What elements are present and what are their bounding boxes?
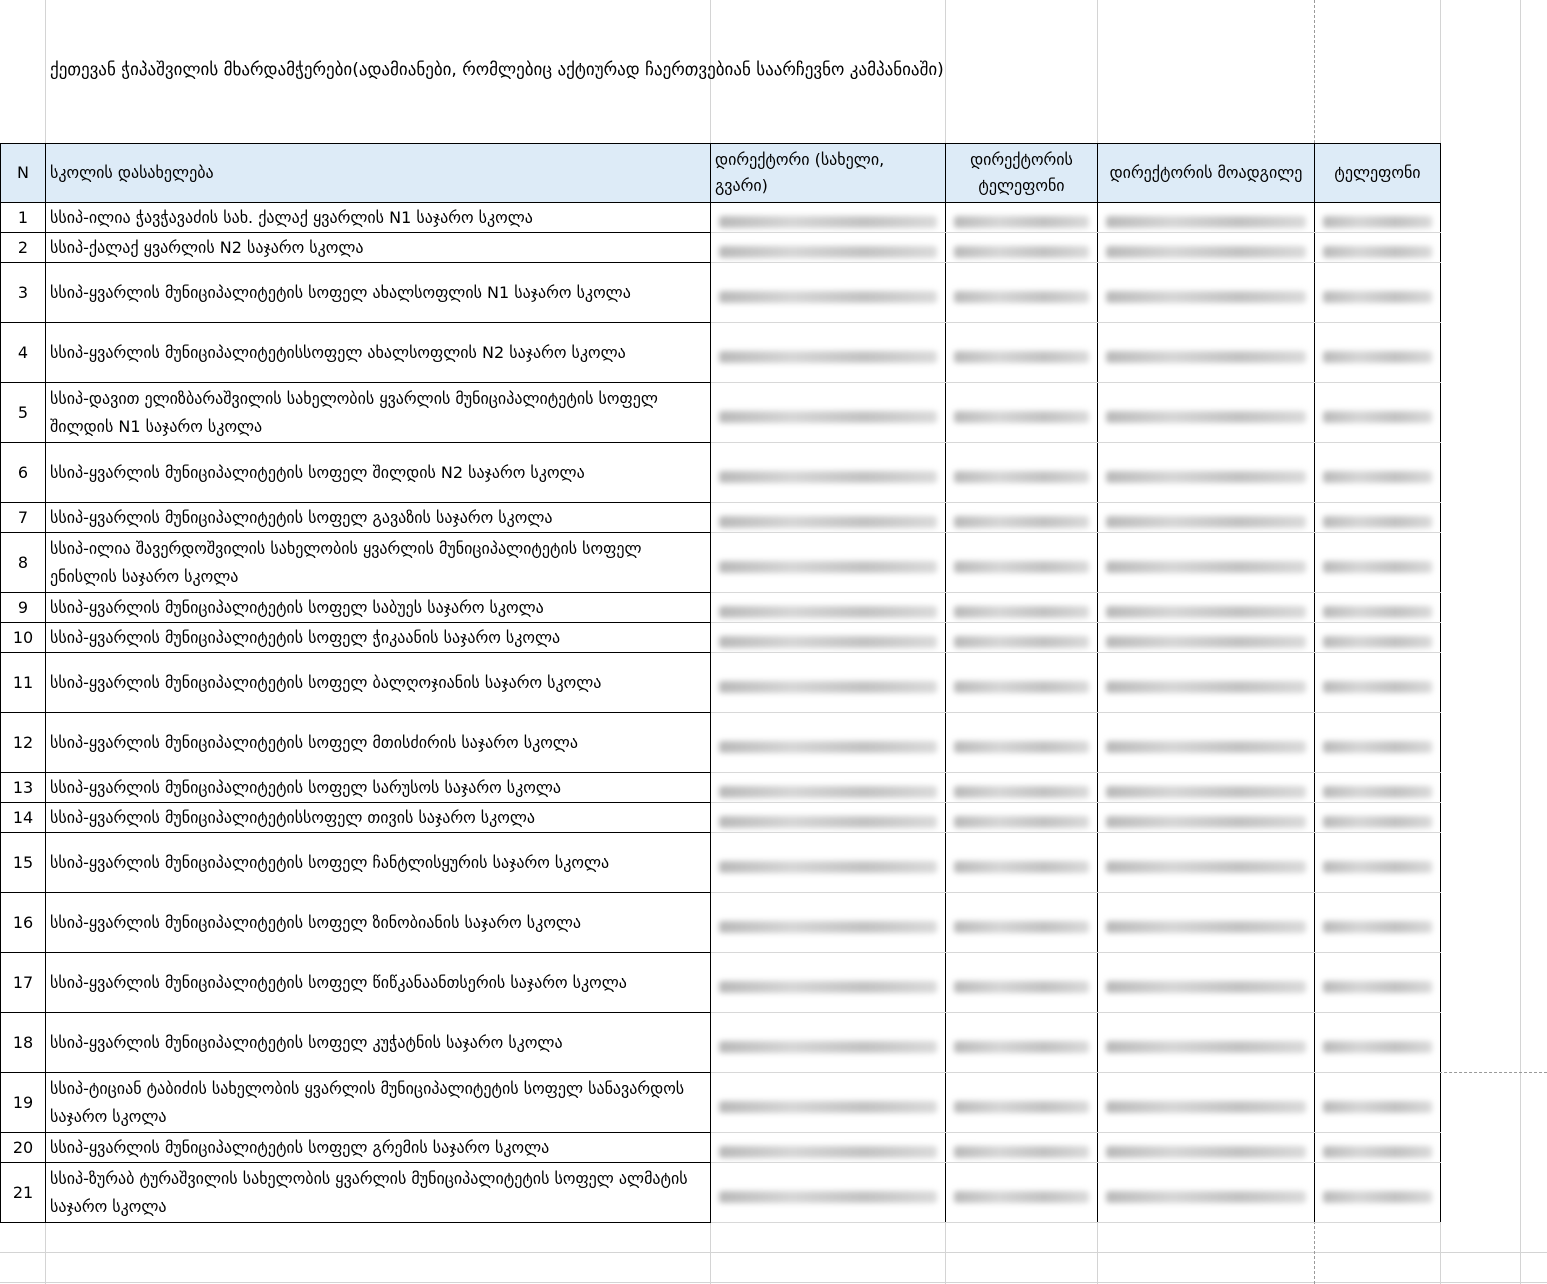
director-cell[interactable]: [711, 233, 946, 263]
table-row: [1, 833, 1441, 893]
redacted-value: [1323, 981, 1432, 993]
school-name-cell[interactable]: სსიპ-ყვარლის მუნიციპალიტეტის სოფელ ბალღოჯიანის საჯარო სკოლა: [46, 653, 711, 713]
director-phone-cell[interactable]: [946, 1163, 1098, 1223]
redacted-value: [719, 561, 937, 573]
redacted-value: [1106, 246, 1306, 258]
director-phone-cell[interactable]: [946, 503, 1098, 533]
redacted-value: [954, 786, 1089, 798]
deputy-cell[interactable]: [1098, 1073, 1315, 1133]
deputy-cell[interactable]: [1098, 323, 1315, 383]
deputy-cell[interactable]: [1098, 203, 1315, 233]
row-number[interactable]: 1: [1, 203, 46, 233]
redacted-value: [1106, 636, 1306, 648]
row-number[interactable]: 10: [1, 623, 46, 653]
phone-cell[interactable]: [1315, 773, 1441, 803]
redacted-value: [1106, 411, 1306, 423]
redacted-value: [719, 816, 937, 828]
redacted-value: [954, 516, 1089, 528]
redacted-value: [954, 1101, 1089, 1113]
header-phone[interactable]: ტელეფონი: [1315, 144, 1441, 203]
redacted-value: [954, 471, 1089, 483]
phone-cell[interactable]: [1315, 653, 1441, 713]
redacted-value: [954, 741, 1089, 753]
director-phone-cell[interactable]: [946, 833, 1098, 893]
deputy-cell[interactable]: [1098, 1163, 1315, 1223]
director-phone-cell[interactable]: [946, 443, 1098, 503]
row-number[interactable]: 16: [1, 893, 46, 953]
director-phone-cell[interactable]: [946, 263, 1098, 323]
table-row: [1, 323, 1441, 383]
redacted-value: [1323, 291, 1432, 303]
school-name-cell[interactable]: სსიპ-ყვარლის მუნიციპალიტეტის სოფელ ჭიკაანის საჯარო სკოლა: [46, 623, 711, 653]
table-row: [1, 383, 1441, 443]
header-director[interactable]: დირექტორი (სახელი, გვარი): [711, 144, 946, 203]
redacted-value: [1106, 1191, 1306, 1203]
redacted-value: [1323, 741, 1432, 753]
redacted-value: [1106, 681, 1306, 693]
director-phone-cell[interactable]: [946, 623, 1098, 653]
row-number[interactable]: 14: [1, 803, 46, 833]
deputy-cell[interactable]: [1098, 803, 1315, 833]
redacted-value: [1323, 816, 1432, 828]
school-name-cell[interactable]: სსიპ-ყვარლის მუნიციპალიტეტის სოფელ ზინობიანის საჯარო სკოლა: [46, 893, 711, 953]
school-name-cell[interactable]: სსიპ-ქალაქ ყვარლის N2 საჯარო სკოლა: [46, 233, 711, 263]
redacted-value: [1323, 1146, 1432, 1158]
director-phone-cell[interactable]: [946, 713, 1098, 773]
redacted-value: [719, 411, 937, 423]
header-row: [1, 144, 1441, 203]
redacted-value: [954, 921, 1089, 933]
header-n[interactable]: N: [1, 144, 46, 203]
director-phone-cell[interactable]: [946, 893, 1098, 953]
director-phone-cell[interactable]: [946, 593, 1098, 623]
redacted-value: [1323, 1101, 1432, 1113]
deputy-cell[interactable]: [1098, 653, 1315, 713]
deputy-cell[interactable]: [1098, 593, 1315, 623]
phone-cell[interactable]: [1315, 713, 1441, 773]
director-phone-cell[interactable]: [946, 1013, 1098, 1073]
redacted-value: [719, 861, 937, 873]
redacted-value: [1106, 786, 1306, 798]
phone-cell[interactable]: [1315, 503, 1441, 533]
deputy-cell[interactable]: [1098, 443, 1315, 503]
school-name-cell[interactable]: სსიპ-ყვარლის მუნიციპალიტეტის სოფელ მთისძირის საჯარო სკოლა: [46, 713, 711, 773]
deputy-cell[interactable]: [1098, 953, 1315, 1013]
school-name-cell[interactable]: სსიპ-ყვარლის მუნიციპალიტეტისსოფელ თივის საჯარო სკოლა: [46, 803, 711, 833]
redacted-value: [954, 291, 1089, 303]
redacted-value: [719, 786, 937, 798]
phone-cell[interactable]: [1315, 443, 1441, 503]
director-phone-cell[interactable]: [946, 1073, 1098, 1133]
redacted-value: [1323, 636, 1432, 648]
table-row: [1, 623, 1441, 653]
redacted-value: [1106, 291, 1306, 303]
phone-cell[interactable]: [1315, 383, 1441, 443]
table-row: [1, 533, 1441, 593]
table-row: [1, 773, 1441, 803]
redacted-value: [719, 681, 937, 693]
redacted-value: [1106, 816, 1306, 828]
row-number[interactable]: 6: [1, 443, 46, 503]
redacted-value: [1106, 1041, 1306, 1053]
director-phone-cell[interactable]: [946, 953, 1098, 1013]
director-cell[interactable]: [711, 1133, 946, 1163]
redacted-value: [719, 1191, 937, 1203]
redacted-value: [1106, 351, 1306, 363]
phone-cell[interactable]: [1315, 233, 1441, 263]
redacted-value: [719, 921, 937, 933]
director-phone-cell[interactable]: [946, 803, 1098, 833]
table-row: [1, 593, 1441, 623]
row-number[interactable]: 9: [1, 593, 46, 623]
school-name-cell[interactable]: სსიპ-ილია შავერდოშვილის სახელობის ყვარლის მუნიციპალიტეტის სოფელ ენისლის საჯარო სკოლა: [46, 533, 711, 593]
redacted-value: [954, 351, 1089, 363]
director-phone-cell[interactable]: [946, 773, 1098, 803]
school-name-cell[interactable]: სსიპ-ტიციან ტაბიძის სახელობის ყვარლის მუნიციპალიტეტის სოფელ სანავარდოს საჯარო სკოლა: [46, 1073, 711, 1133]
redacted-value: [954, 246, 1089, 258]
row-number[interactable]: 18: [1, 1013, 46, 1073]
redacted-value: [1106, 921, 1306, 933]
deputy-cell[interactable]: [1098, 1013, 1315, 1073]
director-phone-cell[interactable]: [946, 653, 1098, 713]
school-name-cell[interactable]: სსიპ-ყვარლის მუნიციპალიტეტის სოფელ წიწკანაანთსერის საჯარო სკოლა: [46, 953, 711, 1013]
row-number[interactable]: 4: [1, 323, 46, 383]
director-cell[interactable]: [711, 533, 946, 593]
row-number[interactable]: 17: [1, 953, 46, 1013]
redacted-value: [1106, 606, 1306, 618]
director-phone-cell[interactable]: [946, 1133, 1098, 1163]
redacted-value: [719, 471, 937, 483]
table-row: [1, 953, 1441, 1013]
school-name-cell[interactable]: სსიპ-ყვარლის მუნიციპალიტეტის სოფელ სარუსოს საჯარო სკოლა: [46, 773, 711, 803]
table-row: [1, 1133, 1441, 1163]
redacted-value: [1323, 516, 1432, 528]
table-row: [1, 1073, 1441, 1133]
redacted-value: [719, 351, 937, 363]
table-row: [1, 1013, 1441, 1073]
phone-cell[interactable]: [1315, 803, 1441, 833]
director-cell[interactable]: [711, 773, 946, 803]
row-number[interactable]: 19: [1, 1073, 46, 1133]
table-row: [1, 233, 1441, 263]
director-cell[interactable]: [711, 323, 946, 383]
director-cell[interactable]: [711, 503, 946, 533]
director-cell[interactable]: [711, 1013, 946, 1073]
redacted-value: [1323, 681, 1432, 693]
redacted-value: [719, 246, 937, 258]
phone-cell[interactable]: [1315, 533, 1441, 593]
row-number[interactable]: 8: [1, 533, 46, 593]
redacted-value: [1106, 1146, 1306, 1158]
redacted-value: [954, 606, 1089, 618]
redacted-value: [719, 291, 937, 303]
redacted-value: [1323, 786, 1432, 798]
school-name-cell[interactable]: სსიპ-დავით ელიზბარაშვილის სახელობის ყვარლის მუნიციპალიტეტის სოფელ შილდის N1 საჯარო სკოლა: [46, 383, 711, 443]
row-number[interactable]: 5: [1, 383, 46, 443]
director-phone-cell[interactable]: [946, 233, 1098, 263]
redacted-value: [1323, 246, 1432, 258]
deputy-cell[interactable]: [1098, 1133, 1315, 1163]
redacted-value: [1323, 861, 1432, 873]
phone-cell[interactable]: [1315, 1133, 1441, 1163]
director-cell[interactable]: [711, 653, 946, 713]
redacted-value: [954, 216, 1089, 228]
redacted-value: [954, 681, 1089, 693]
gridline: [1520, 0, 1521, 1284]
table-row: [1, 443, 1441, 503]
phone-cell[interactable]: [1315, 623, 1441, 653]
redacted-value: [954, 816, 1089, 828]
director-phone-cell[interactable]: [946, 533, 1098, 593]
row-number[interactable]: 15: [1, 833, 46, 893]
redacted-value: [719, 1146, 937, 1158]
deputy-cell[interactable]: [1098, 713, 1315, 773]
phone-cell[interactable]: [1315, 1013, 1441, 1073]
deputy-cell[interactable]: [1098, 383, 1315, 443]
director-cell[interactable]: [711, 443, 946, 503]
school-name-cell[interactable]: სსიპ-ყვარლის მუნიციპალიტეტის სოფელ საბუეს საჯარო სკოლა: [46, 593, 711, 623]
table-row: [1, 893, 1441, 953]
deputy-cell[interactable]: [1098, 893, 1315, 953]
phone-cell[interactable]: [1315, 263, 1441, 323]
table-row: [1, 203, 1441, 233]
school-name-cell[interactable]: სსიპ-ყვარლის მუნიციპალიტეტის სოფელ გავაზის საჯარო სკოლა: [46, 503, 711, 533]
director-cell[interactable]: [711, 623, 946, 653]
redacted-value: [719, 636, 937, 648]
director-cell[interactable]: [711, 383, 946, 443]
redacted-value: [719, 516, 937, 528]
director-phone-cell[interactable]: [946, 383, 1098, 443]
director-cell[interactable]: [711, 713, 946, 773]
redacted-value: [954, 981, 1089, 993]
director-cell[interactable]: [711, 1163, 946, 1223]
table-row: [1, 803, 1441, 833]
school-name-cell[interactable]: სსიპ-ყვარლის მუნიციპალიტეტის სოფელ გრემის საჯარო სკოლა: [46, 1133, 711, 1163]
redacted-value: [954, 1041, 1089, 1053]
table-row: [1, 713, 1441, 773]
school-name-cell[interactable]: სსიპ-ყვარლის მუნიციპალიტეტის სოფელ ახალსოფლის N1 საჯარო სკოლა: [46, 263, 711, 323]
schools-table: [0, 143, 1441, 1223]
deputy-cell[interactable]: [1098, 623, 1315, 653]
redacted-value: [954, 411, 1089, 423]
redacted-value: [1323, 216, 1432, 228]
redacted-value: [1106, 216, 1306, 228]
deputy-cell[interactable]: [1098, 503, 1315, 533]
redacted-value: [719, 1101, 937, 1113]
redacted-value: [1323, 411, 1432, 423]
header-deputy[interactable]: დირექტორის მოადგილე: [1098, 144, 1315, 203]
redacted-value: [954, 1191, 1089, 1203]
redacted-value: [1106, 516, 1306, 528]
table-row: [1, 263, 1441, 323]
redacted-value: [954, 861, 1089, 873]
row-number[interactable]: 21: [1, 1163, 46, 1223]
row-number[interactable]: 11: [1, 653, 46, 713]
director-cell[interactable]: [711, 203, 946, 233]
redacted-value: [1106, 741, 1306, 753]
redacted-value: [954, 561, 1089, 573]
phone-cell[interactable]: [1315, 953, 1441, 1013]
school-name-cell[interactable]: სსიპ-ყვარლის მუნიციპალიტეტისსოფელ ახალსოფლის N2 საჯარო სკოლა: [46, 323, 711, 383]
phone-cell[interactable]: [1315, 1073, 1441, 1133]
phone-cell[interactable]: [1315, 1163, 1441, 1223]
redacted-value: [954, 636, 1089, 648]
row-number[interactable]: 20: [1, 1133, 46, 1163]
redacted-value: [1323, 1041, 1432, 1053]
director-cell[interactable]: [711, 1073, 946, 1133]
school-name-cell[interactable]: სსიპ-ილია ჭავჭავაძის სახ. ქალაქ ყვარლის N1 საჯარო სკოლა: [46, 203, 711, 233]
redacted-value: [719, 606, 937, 618]
deputy-cell[interactable]: [1098, 773, 1315, 803]
director-cell[interactable]: [711, 833, 946, 893]
redacted-value: [1323, 471, 1432, 483]
redacted-value: [1323, 921, 1432, 933]
redacted-value: [1323, 561, 1432, 573]
school-name-cell[interactable]: სსიპ-ყვარლის მუნიციპალიტეტის სოფელ ჩანტლისყურის საჯარო სკოლა: [46, 833, 711, 893]
phone-cell[interactable]: [1315, 893, 1441, 953]
redacted-value: [1106, 471, 1306, 483]
row-number[interactable]: 7: [1, 503, 46, 533]
redacted-value: [1323, 1191, 1432, 1203]
redacted-value: [719, 741, 937, 753]
table-row: [1, 1163, 1441, 1223]
deputy-cell[interactable]: [1098, 233, 1315, 263]
director-cell[interactable]: [711, 893, 946, 953]
redacted-value: [1106, 561, 1306, 573]
row-number[interactable]: 2: [1, 233, 46, 263]
redacted-value: [719, 216, 937, 228]
redacted-value: [1323, 606, 1432, 618]
header-director-phone[interactable]: დირექტორის ტელეფონი: [946, 144, 1098, 203]
phone-cell[interactable]: [1315, 593, 1441, 623]
sheet-title[interactable]: ქეთევან ჭიპაშვილის მხარდამჭერები(ადამიანები, რომლებიც აქტიურად ჩაერთვებიან საარჩევნო კამპანიაში): [50, 60, 944, 80]
director-phone-cell[interactable]: [946, 203, 1098, 233]
redacted-value: [719, 1041, 937, 1053]
director-cell[interactable]: [711, 263, 946, 323]
director-phone-cell[interactable]: [946, 323, 1098, 383]
phone-cell[interactable]: [1315, 833, 1441, 893]
header-school-name[interactable]: სკოლის დასახელება: [46, 144, 711, 203]
redacted-value: [1106, 981, 1306, 993]
school-name-cell[interactable]: სსიპ-ყვარლის მუნიციპალიტეტის სოფელ შილდის N2 საჯარო სკოლა: [46, 443, 711, 503]
director-cell[interactable]: [711, 953, 946, 1013]
phone-cell[interactable]: [1315, 203, 1441, 233]
table-row: [1, 503, 1441, 533]
redacted-value: [954, 1146, 1089, 1158]
school-name-cell[interactable]: სსიპ-ზურაბ ტურაშვილის სახელობის ყვარლის მუნიციპალიტეტის სოფელ ალმატის საჯარო სკოლა: [46, 1163, 711, 1223]
redacted-value: [719, 981, 937, 993]
row-number[interactable]: 13: [1, 773, 46, 803]
director-cell[interactable]: [711, 593, 946, 623]
redacted-value: [1323, 351, 1432, 363]
deputy-cell[interactable]: [1098, 263, 1315, 323]
row-number[interactable]: 12: [1, 713, 46, 773]
director-cell[interactable]: [711, 803, 946, 833]
table-row: [1, 653, 1441, 713]
deputy-cell[interactable]: [1098, 533, 1315, 593]
redacted-value: [1106, 1101, 1306, 1113]
deputy-cell[interactable]: [1098, 833, 1315, 893]
row-number[interactable]: 3: [1, 263, 46, 323]
school-name-cell[interactable]: სსიპ-ყვარლის მუნიციპალიტეტის სოფელ კუჭატნის საჯარო სკოლა: [46, 1013, 711, 1073]
phone-cell[interactable]: [1315, 323, 1441, 383]
redacted-value: [1106, 861, 1306, 873]
